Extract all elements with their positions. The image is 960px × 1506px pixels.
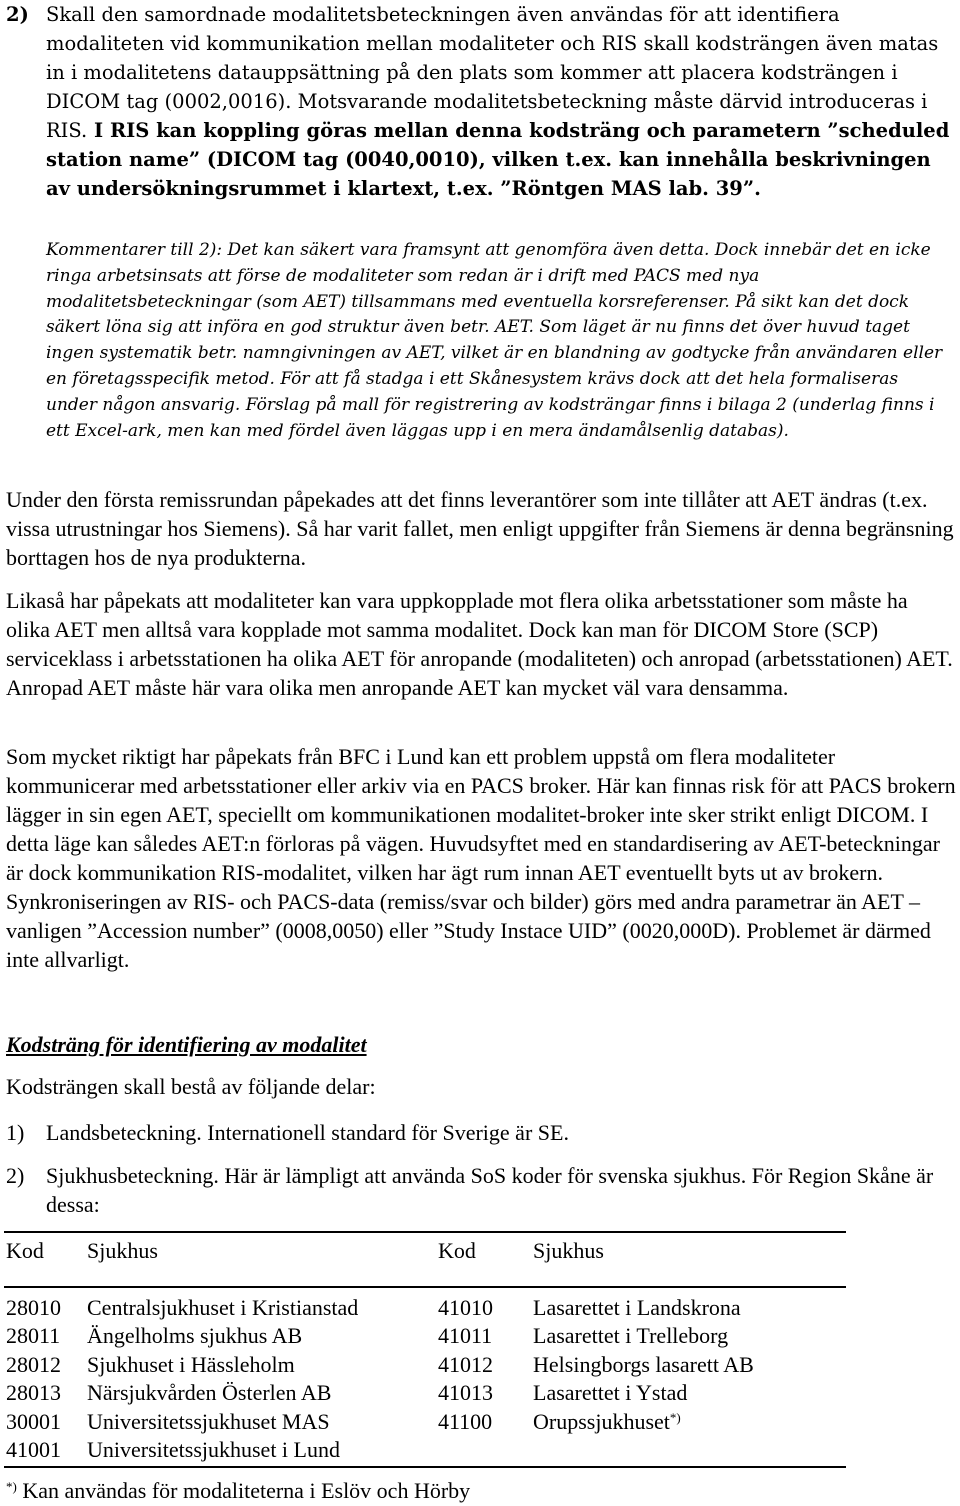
table-header-kod: Kod [6, 1238, 44, 1263]
table-cell-kod: 28013 [6, 1380, 61, 1405]
table-cell-kod: 41012 [438, 1352, 493, 1377]
section-intro: Kodsträngen skall bestå av följande delar: [6, 1074, 376, 1099]
comment-part: För att få stadga i ett Skånesystem krävs dock att det hela formaliseras under någon ansvarig. [46, 368, 899, 415]
table-rule-header [4, 1286, 846, 1288]
table-cell-sjukhus: Lasarettet i Landskrona [533, 1295, 741, 1320]
paragraph-remiss: Under den första remissrundan påpekades att det finns leverantörer som inte tillåter att AET ändras (t.ex. vissa utrustningar hos Siemens). Så har varit fallet, men enligt uppgifter från Siemens är denna begränsning borttagen hos de nya produkterna. [6, 487, 954, 570]
comment-part: Kommentarer till 2): Det kan säkert vara framsynt att genomföra även detta. [46, 240, 710, 260]
paragraph-pacs-broker: Som mycket riktigt har påpekats från BFC i Lund kan ett problem uppstå om flera modaliteter kommunicerar med arbetsstationer eller arkiv via en PACS broker. Här kan finnas risk för att PACS brokern lägger in sin egen AET, speciellt om kommunikationen modalitet-broker inte sker strikt enligt DICOM. I detta läge kan således AET:n förloras på vägen. Huvudsyftet med en standardisering av AET-beteckningar är dock kommunikation RIS-modalitet, vilken har ägt rum innan AET eventuellt byts ut av brokern. Synkroniseringen av RIS- och PACS-data (remiss/svar och bilder) görs med andra parametrar än AET – vanligen ”Accession number” (0008,0050) eller ”Study Instace UID” (0020,000D). Problemet är därmed inte allvarligt. [6, 744, 956, 972]
footnote-mark: *) [6, 1479, 17, 1494]
table-cell-sjukhus: Närsjukvården Österlen AB [87, 1380, 332, 1405]
comment-part: Som läget är nu finns det över huvud taget ingen systematik betr. namngivningen av AET, vilket är en blandning av godtycke från användaren eller en företagsspecifik metod. [46, 317, 943, 389]
list-item-text: Landsbeteckning. Internationell standard för Sverige är SE. [46, 1120, 569, 1145]
table-cell-kod: 28011 [6, 1323, 61, 1348]
table-cell-kod: 28010 [6, 1295, 61, 1320]
table-cell-sjukhus: Centralsjukhuset i Kristianstad [87, 1295, 359, 1320]
table-header-sjukhus: Sjukhus [533, 1238, 604, 1263]
table-cell-sjukhus: Universitetssjukhuset MAS [87, 1409, 330, 1434]
table-cell-sjukhus: Helsingborgs lasarett AB [533, 1352, 754, 1377]
footnote [6, 1476, 470, 1505]
table-cell-kod: 41011 [438, 1323, 493, 1348]
table-cell-kod: 28012 [6, 1352, 61, 1377]
table-cell-kod: 41100 [438, 1409, 493, 1434]
table-cell-sjukhus-text: Orupssjukhuset [533, 1409, 670, 1434]
table-rule-bottom [4, 1466, 846, 1468]
item-text-regular: Skall den samordnade modalitetsbeteckningen även användas för att identifiera modaliteten vid kommunikation mellan modaliteter och RIS skall kodsträngen även matas in i modalitetens datauppsättning på den plats som kommer att placera kodsträngen i DICOM tag (0002,0016). Motsvarande modalitetsbeteckning måste därvid introduceras i RIS. [46, 3, 939, 142]
table-cell-sjukhus [533, 1408, 681, 1436]
item-text [46, 0, 956, 203]
comment-block [46, 238, 950, 444]
table-cell-sjukhus: Ängelholms sjukhus AB [87, 1323, 303, 1348]
list-item-text: Sjukhusbeteckning. Här är lämpligt att använda SoS koder för svenska sjukhus. För Region Skåne är dessa: [46, 1163, 934, 1217]
table-cell-sjukhus: Lasarettet i Ystad [533, 1380, 688, 1405]
footnote-marker: *) [669, 1410, 681, 1425]
table-header-sjukhus: Sjukhus [87, 1238, 158, 1263]
footnote-text: Kan användas för modaliteterna i Eslöv och Hörby [16, 1478, 471, 1503]
table-cell-sjukhus: Sjukhuset i Hässleholm [87, 1352, 295, 1377]
table-cell-kod: 41013 [438, 1380, 493, 1405]
table-header-kod: Kod [438, 1238, 476, 1263]
section-heading: Kodsträng för identifiering av modalitet [6, 1032, 367, 1057]
paragraph-arbetsstationer: Likaså har påpekats att modaliteter kan vara uppkopplade mot flera olika arbetsstationer som måste ha olika AET men alltså vara kopplade mot samma modalitet. Dock kan man för DICOM Store (SCP) serviceklass i arbetsstationen ha olika AET för anropande (modaliteten) och anropad (arbetsstationen) AET. Anropad AET måste här vara olika men anropande AET kan mycket väl vara densamma. [6, 588, 953, 700]
item-text-bold: I RIS kan koppling göras mellan denna kodsträng och parametern ”scheduled station name” (DICOM tag (0040,0010), vilken t.ex. kan innehålla beskrivningen av undersökningsrummet i klartext, t.ex. ”Röntgen MAS lab. 39”. [46, 119, 950, 200]
list-item-number: 2) [6, 1163, 25, 1188]
comment-part: Förslag på mall för registrering av kodsträngar finns i bilaga 2 (underlag finns i ett Excel-ark, men kan med fördel även läggas upp i en mera ändamålsenlig databas). [46, 394, 935, 441]
comment-part: På sikt kan det dock säkert löna sig att införa en god struktur även betr. AET. [46, 291, 910, 338]
table-cell-kod: 30001 [6, 1409, 61, 1434]
table-cell-kod: 41010 [438, 1295, 493, 1320]
comment-part: Dock innebär det en icke ringa arbetsinsats att förse de modaliteter som redan är i drift med PACS med nya modalitetsbeteckningar (som AET) tillsammans med eventuella korsreferenser. [46, 240, 931, 312]
table-cell-sjukhus: Universitetssjukhuset i Lund [87, 1437, 340, 1462]
table-cell-kod: 41001 [6, 1437, 61, 1462]
table-rule-top [4, 1231, 846, 1233]
list-item-number: 1) [6, 1120, 25, 1145]
item-number: 2) [6, 3, 29, 26]
table-cell-sjukhus: Lasarettet i Trelleborg [533, 1323, 729, 1348]
